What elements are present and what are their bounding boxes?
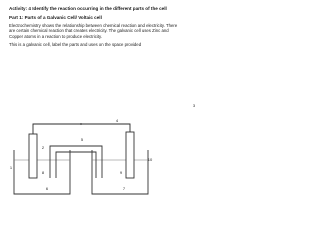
right-electrode [126, 132, 134, 178]
label-6: 6 [45, 186, 49, 191]
label-2: 2 [41, 145, 45, 150]
left-electrode [29, 134, 37, 178]
label-7: 7 [122, 186, 126, 191]
intro-paragraph: Electrochemistry shows the relationship between chemical reaction and electricity. There are certain chemical reaction that creates electricity. The galvanic cell uses Zinc and Copper atoms in a reaction to produce electricity. [9, 23, 178, 39]
label-10: 10 [147, 157, 153, 162]
label-3: 3 [192, 103, 196, 108]
label-5: 5 [80, 137, 84, 142]
label-1: 1 [9, 165, 13, 170]
salt-bridge-inner [56, 152, 96, 178]
part-title: Part 1: Parts of a Galvanic Cell/ Voltaic cell [9, 15, 102, 20]
external-wire [33, 124, 130, 134]
label-8: 8 [41, 170, 45, 175]
wire-node [80, 123, 82, 125]
salt-bridge-outer [50, 146, 102, 178]
instruction-text: This is a galvanic cell, label the parts and uses on the space provided [9, 42, 142, 48]
label-4: 4 [115, 118, 119, 123]
label-9: 9 [119, 170, 123, 175]
activity-title: Activity: 4 Identify the reaction occurring in the different parts of the cell [9, 6, 167, 11]
